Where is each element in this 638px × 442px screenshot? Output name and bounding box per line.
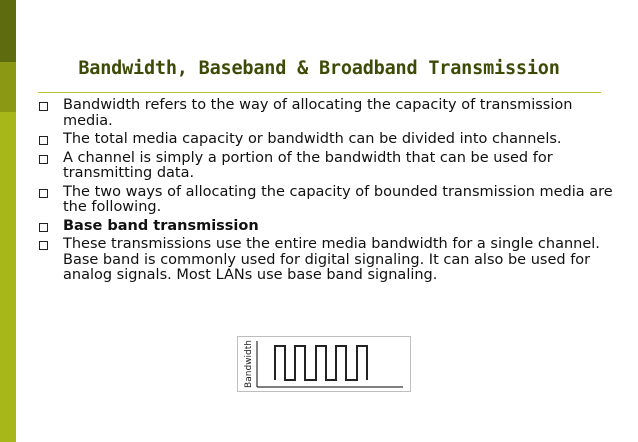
square-bullet-icon [39, 136, 48, 145]
square-bullet-icon [39, 223, 48, 232]
bullet-item [38, 219, 618, 235]
bullet-item [38, 237, 618, 284]
bullet-text: The two ways of allocating the capacity of bounded transmission media are the following. [63, 183, 613, 215]
left-bar-segment-light [0, 112, 16, 442]
square-bullet-icon [39, 241, 48, 250]
square-bullet-icon [39, 155, 48, 164]
axis-label: Bandwidth [244, 340, 254, 388]
baseband-signal-figure [237, 336, 411, 392]
bullet-list [38, 98, 618, 287]
square-wave-diagram [237, 336, 411, 392]
bullet-text: These transmissions use the entire media bandwidth for a single channel. Base band is commonly used for digital signaling. It can also be used for analog signals. Most LANs use base band signaling. [63, 236, 600, 283]
title-underline [38, 92, 601, 93]
bullet-item [38, 151, 618, 182]
bullet-text: A channel is simply a portion of the bandwidth that can be used for transmitting data. [63, 149, 553, 181]
bullet-item [38, 132, 618, 148]
bullet-text: Bandwidth refers to the way of allocating the capacity of transmission media. [63, 97, 573, 129]
bullet-text: Base band transmission [63, 217, 259, 234]
bullet-item [38, 185, 618, 216]
square-bullet-icon [39, 102, 48, 111]
square-bullet-icon [39, 189, 48, 198]
left-bar-segment-dark [0, 0, 16, 62]
slide-title: Bandwidth, Baseband & Broadband Transmission [78, 58, 560, 79]
bullet-item [38, 98, 618, 129]
figure-border [238, 337, 411, 392]
bullet-text: The total media capacity or bandwidth can be divided into channels. [63, 131, 562, 147]
